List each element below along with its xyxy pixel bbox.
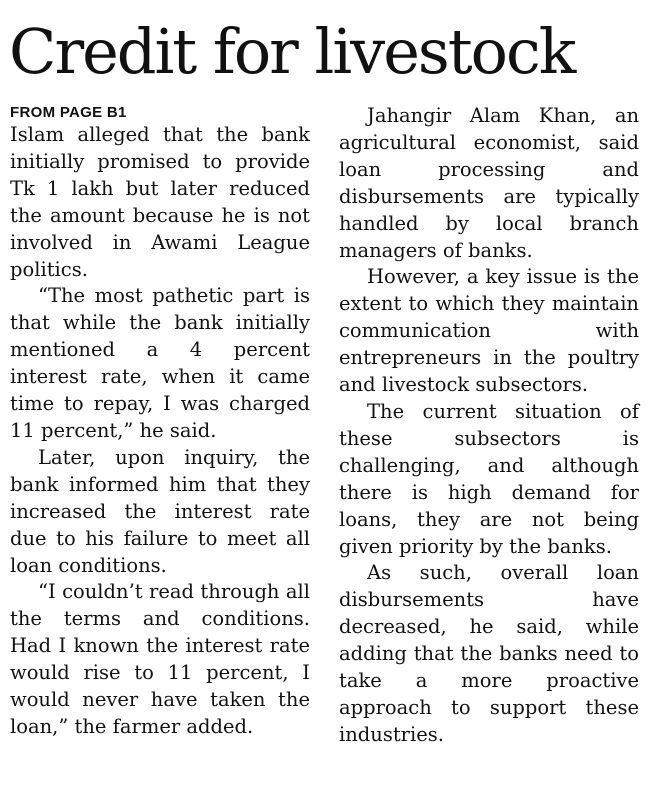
right-column xyxy=(339,103,639,749)
left-column xyxy=(10,103,310,741)
paragraph: The current situation of these subsectors is challenging, and although there is high demand for loans, they are not being given priority by the banks. xyxy=(339,399,639,558)
paragraph: Later, upon inquiry, the bank informed him that they increased the interest rate due to his failure to meet all loan conditions. xyxy=(10,445,310,577)
paragraph: “I couldn’t read through all the terms and conditions. Had I known the interest rate would rise to 11 percent, I would never have taken the loan,” the farmer added. xyxy=(10,580,310,738)
continuation-kicker: FROM PAGE B1 xyxy=(10,104,127,121)
paragraph: As such, overall loan disbursements have decreased, he said, while adding that the banks need to take a more proactive approach to support these industries. xyxy=(339,561,639,746)
paragraph: Jahangir Alam Khan, an agricultural economist, said loan processing and disbursements are typically handled by local branch managers of banks. xyxy=(339,104,639,262)
paragraph: However, a key issue is the extent to which they maintain communication with entrepreneurs in the poultry and livestock subsectors. xyxy=(339,265,639,397)
headline: Credit for livestock xyxy=(9,15,575,88)
paragraph: “The most pathetic part is that while the bank initially mentioned a 4 percent interest rate, when it came time to repay, I was charged 11 percent,” he said. xyxy=(10,284,310,442)
paragraph: Islam alleged that the bank initially promised to provide Tk 1 lakh but later reduced the amount because he is not involved in Awami League politics. xyxy=(10,123,310,281)
